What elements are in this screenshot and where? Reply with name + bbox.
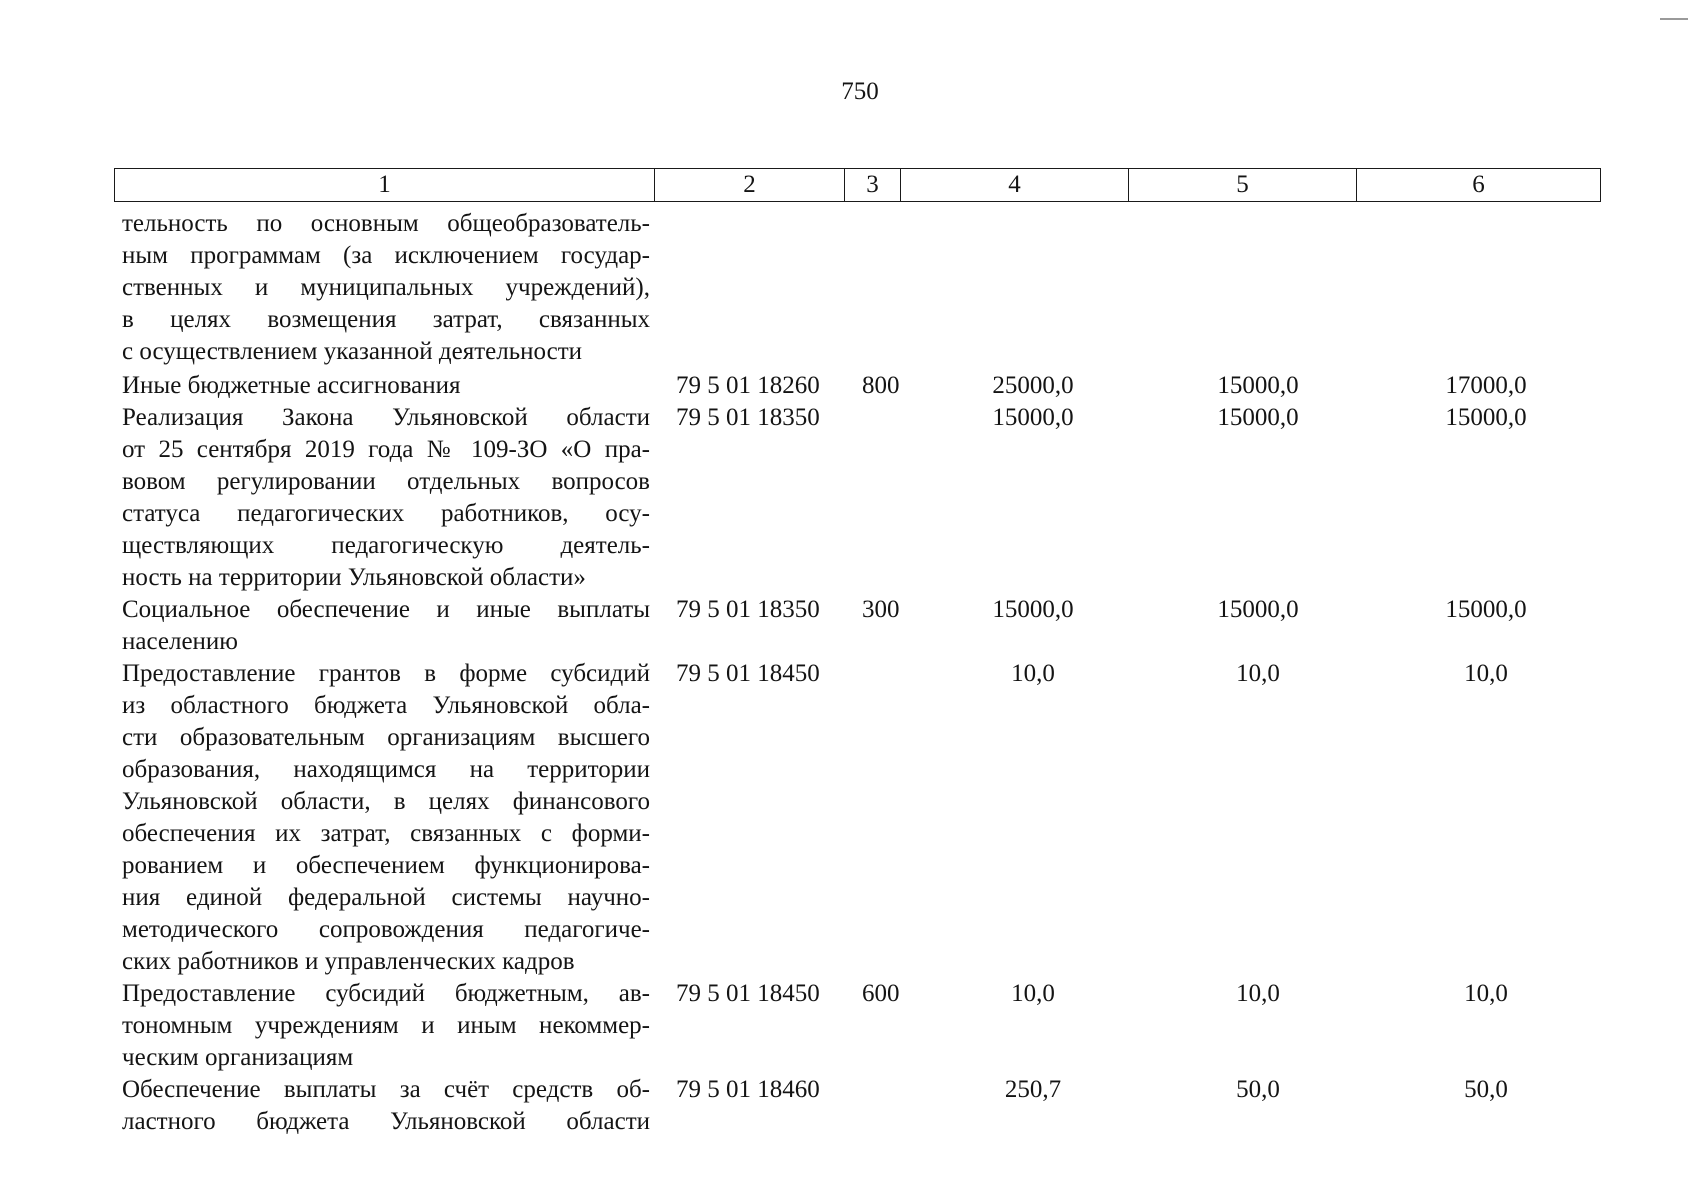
row-value-5: 15000,0 xyxy=(1217,372,1299,399)
row-code: 79 5 01 18450 xyxy=(676,980,820,1007)
row-value-6: 10,0 xyxy=(1464,980,1508,1007)
row-description: Иные бюджетные ассигнования xyxy=(122,372,461,399)
row-value-4: 15000,0 xyxy=(992,404,1074,431)
row-value-6: 15000,0 xyxy=(1445,404,1527,431)
row-value-6: 17000,0 xyxy=(1445,372,1527,399)
page-number: 750 xyxy=(841,78,879,105)
row-description: Обеспечение выплаты за счёт средств об- ластного бюджета Ульяновской области xyxy=(122,1076,650,1135)
row-description: тельность по основным общеобразователь- ным программам (за исключением государ- ственных и муниципальных учреждений), в целях возмещения затрат, связанных с осуществлением указанной деятельности xyxy=(122,210,650,365)
corner-mark xyxy=(1660,18,1688,20)
row-value-5: 10,0 xyxy=(1236,660,1280,687)
header-row xyxy=(115,169,1601,202)
row-value-6: 50,0 xyxy=(1464,1076,1508,1103)
row-code: 79 5 01 18460 xyxy=(676,1076,820,1103)
row-description: Реализация Закона Ульяновской области от 25 сентября 2019 года № 109-ЗО «О пра- вовом регулировании отдельных вопросов статуса педагогических работников, осу- ществляющих педагогическую деятель- ность на территории Ульяновской области» xyxy=(122,404,650,591)
row-code: 79 5 01 18350 xyxy=(676,596,820,623)
row-value-4: 250,7 xyxy=(1004,1076,1062,1103)
row-value-6: 10,0 xyxy=(1464,660,1508,687)
row-value-5: 15000,0 xyxy=(1217,404,1299,431)
row-description: Предоставление субсидий бюджетным, ав- тономным учреждениям и иным некоммер- ческим организациям xyxy=(122,980,650,1071)
row-value-4: 10,0 xyxy=(1011,980,1055,1007)
row-type: 300 xyxy=(862,596,900,623)
row-type: 800 xyxy=(862,372,900,399)
row-value-5: 50,0 xyxy=(1236,1076,1280,1103)
header-col-6: 6 xyxy=(1357,169,1601,202)
row-value-5: 10,0 xyxy=(1236,980,1280,1007)
row-code: 79 5 01 18450 xyxy=(676,660,820,687)
row-description: Социальное обеспечение и иные выплаты населению xyxy=(122,596,650,655)
row-value-4: 25000,0 xyxy=(992,372,1074,399)
table-header xyxy=(114,168,1601,202)
header-col-4: 4 xyxy=(901,169,1129,202)
row-value-4: 15000,0 xyxy=(992,596,1074,623)
row-code: 79 5 01 18260 xyxy=(676,372,820,399)
header-col-1: 1 xyxy=(115,169,655,202)
header-col-3: 3 xyxy=(845,169,901,202)
header-col-2: 2 xyxy=(655,169,845,202)
row-description: Предоставление грантов в форме субсидий из областного бюджета Ульяновской обла- сти образовательным организациям высшего образования, находящимся на территории Ульяновской области, в целях финансового обеспечения их затрат, связанных с форми- рованием и обеспечением функционирова- ния единой федеральной системы научно- методического сопровождения педагогиче- ских работников и управленческих кадров xyxy=(122,660,650,975)
row-value-5: 15000,0 xyxy=(1217,596,1299,623)
row-value-4: 10,0 xyxy=(1011,660,1055,687)
row-value-6: 15000,0 xyxy=(1445,596,1527,623)
row-type: 600 xyxy=(862,980,900,1007)
header-col-5: 5 xyxy=(1129,169,1357,202)
row-code: 79 5 01 18350 xyxy=(676,404,820,431)
